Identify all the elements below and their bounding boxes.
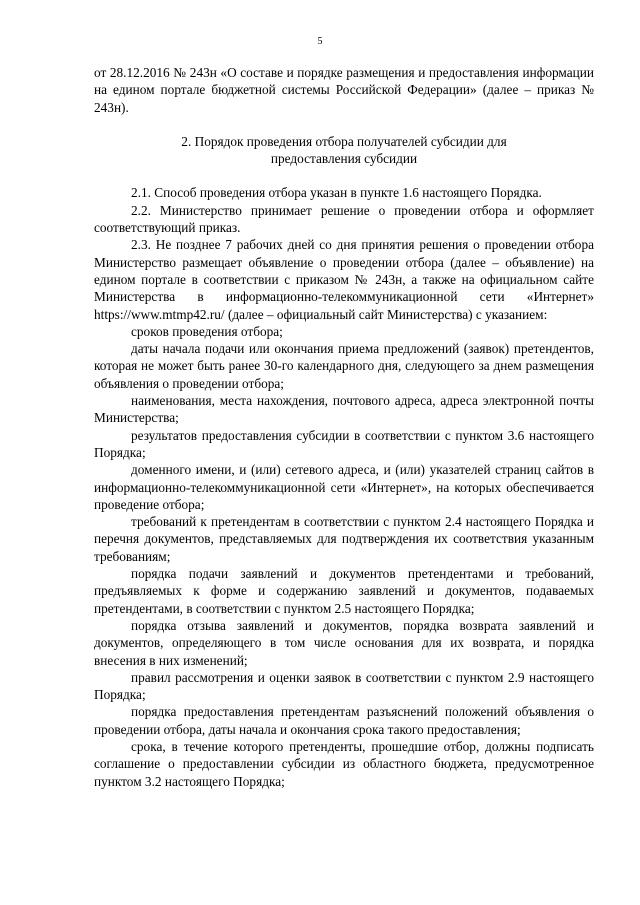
list-item: наименования, места нахождения, почтового адреса, адреса электронной почты Министерства; [94, 393, 594, 426]
list-item: порядка подачи заявлений и документов претендентами и требований, предъявляемых к форме и содержанию заявлений и документов, подаваемых претендентами, в соответствии с пунктом 2.5 настоящего Порядка; [94, 566, 594, 616]
list-item: результатов предоставления субсидии в соответствии с пунктом 3.6 настоящего Порядка; [94, 427, 594, 460]
clause-2-2: 2.2. Министерство принимает решение о проведении отбора и оформляет соответствующий приказ. [94, 202, 594, 236]
intro-paragraph: от 28.12.2016 № 243н «О составе и порядке размещения и предоставления информации на едином портале бюджетной системы Российской Федерации» (далее – приказ № 243н). [94, 65, 594, 115]
list-item: сроков проведения отбора; [131, 323, 283, 339]
clause-2-1: 2.1. Способ проведения отбора указан в пункте 1.6 настоящего Порядка. [131, 185, 542, 201]
document-body [94, 64, 594, 790]
page-number: 5 [317, 36, 323, 47]
clause-2-3: 2.3. Не позднее 7 рабочих дней со дня принятия решения о проведении отбора Министерство размещает объявление о проведении отбора (далее – объявление) на едином портале в соответствии с приказом № 243н, а также на официальном сайте Министерства в информационно-телекоммуникационной сети «Интернет» https://www.mtmp42.ru/ (далее – официальный сайт Министерства) с указанием: [94, 237, 594, 322]
list-item: даты начала подачи или окончания приема предложений (заявок) претендентов, которая не может быть ранее 30-го календарного дня, следующего за днем размещения объявления о проведении отбора; [94, 341, 594, 391]
list-item: правил рассмотрения и оценки заявок в соответствии с пунктом 2.9 настоящего Порядка; [94, 669, 594, 703]
list-item: требований к претендентам в соответствии с пунктом 2.4 настоящего Порядка и перечня документов, представляемых для подтверждения их соответствия указанным требованиям; [94, 514, 594, 564]
list-item: срока, в течение которого претенденты, прошедшие отбор, должны подписать соглашение о предоставлении субсидии из областного бюджета, предусмотренное пунктом 3.2 настоящего Порядка; [94, 738, 594, 789]
list-item: доменного имени, и (или) сетевого адреса, и (или) указателей страниц сайтов в информационно-телекоммуникационной сети «Интернет», на которых обеспечивается проведение отбора; [94, 462, 594, 512]
list-item: порядка отзыва заявлений и документов, порядка возврата заявлений и документов, определяющего в том числе основания для их возврата, и порядка внесения в них изменений; [94, 617, 594, 668]
list-item: порядка предоставления претендентам разъяснений положений объявления о проведении отбора, даты начала и окончания срока такого предоставления; [94, 704, 594, 737]
section-heading [94, 133, 594, 168]
section-heading-line1: 2. Порядок проведения отбора получателей субсидии для [181, 133, 507, 149]
section-heading-line2: предоставления субсидии [270, 151, 418, 167]
